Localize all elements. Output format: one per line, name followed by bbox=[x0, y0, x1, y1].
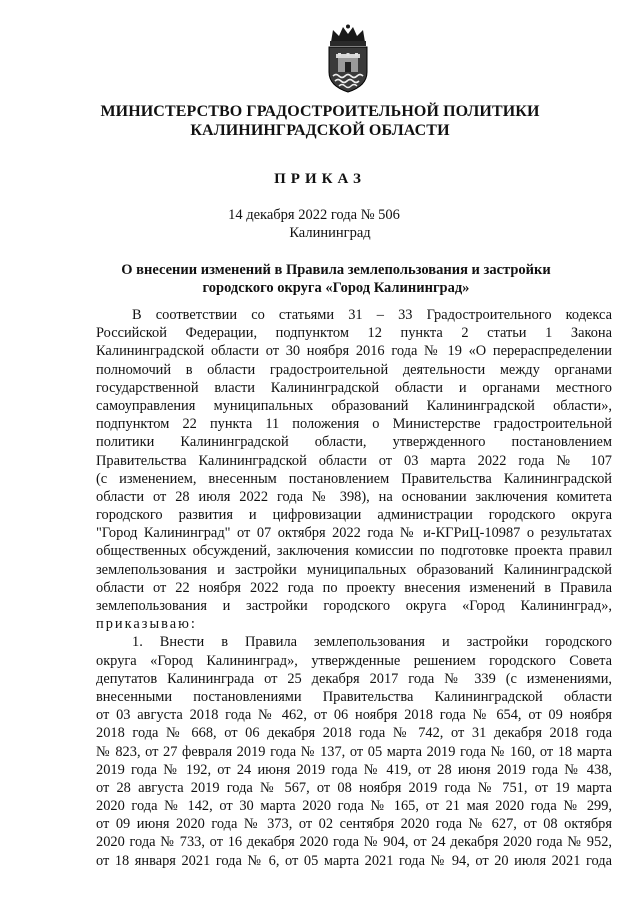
body-line-resolution: приказываю: bbox=[96, 616, 197, 633]
body-line: внесенными постановлениями Правительства Калининградской области bbox=[96, 688, 612, 705]
body-line: депутатов Калининграда от 25 декабря 2017 года № 339 (с изменениями, bbox=[96, 670, 612, 687]
ministry-name-line1: МИНИСТЕРСТВО ГРАДОСТРОИТЕЛЬНОЙ ПОЛИТИКИ bbox=[100, 103, 540, 120]
body-line: № 823, от 27 февраля 2019 года № 137, от 05 марта 2019 года № 160, от 18 марта bbox=[96, 743, 612, 760]
body-line: В соответствии со статьями 31 – 33 Градостроительного кодекса bbox=[132, 307, 612, 323]
coat-of-arms-emblem bbox=[323, 24, 373, 94]
body-line: государственной власти Калининградской области и органами местного bbox=[96, 379, 612, 396]
order-title-line2: городского округа «Город Калининград» bbox=[202, 280, 470, 296]
body-line: области от 28 июля 2022 года № 398), на основании заключения комитета bbox=[96, 488, 612, 505]
order-title-line1: О внесении изменений в Правила землепользования и застройки bbox=[121, 262, 551, 278]
body-line: от 18 января 2021 года № 6, от 05 марта 2021 года № 94, от 20 июля 2021 года bbox=[96, 852, 612, 869]
body-line: 2020 года № 733, от 16 декабря 2020 года № 904, от 24 декабря 2020 года № 952, bbox=[96, 834, 612, 851]
body-line: от 03 августа 2018 года № 462, от 06 ноября 2018 года № 654, от 09 ноября bbox=[96, 707, 612, 724]
ministry-name-line2: КАЛИНИНГРАДСКОЙ ОБЛАСТИ bbox=[190, 122, 450, 139]
body-line: политики Калининградской области, утвержденного постановлением bbox=[96, 434, 612, 451]
order-heading: ПРИКАЗ bbox=[274, 171, 366, 187]
body-line: от 09 июня 2020 года № 373, от 02 сентября 2020 года № 627, от 08 октября bbox=[96, 816, 612, 833]
body-line: Правительства Калининградской области от 03 марта 2022 года № 107 bbox=[96, 452, 612, 469]
body-line: (с изменением, внесенным постановлением Правительства Калининградской bbox=[96, 470, 612, 487]
body-line: общественных обсуждений, заключения комиссии по подготовке проекта правил bbox=[96, 543, 612, 560]
body-line: подпунктом 22 пункта 11 положения о Министерстве градостроительной bbox=[96, 416, 612, 433]
body-line: 1. Внести в Правила землепользования и застройки городского bbox=[132, 634, 612, 651]
body-line: 2018 года № 668, от 06 декабря 2018 года № 742, от 31 декабря 2018 года bbox=[96, 725, 612, 742]
body-line: от 28 августа 2019 года № 567, от 08 ноября 2019 года № 751, от 19 марта bbox=[96, 779, 612, 796]
body-line: 2019 года № 192, от 24 июня 2019 года № 419, от 28 июня 2019 года № 438, bbox=[96, 761, 612, 778]
body-line: землепользования и застройки муниципальных образований Калининградской bbox=[96, 561, 612, 578]
order-date-number: 14 декабря 2022 года № 506 bbox=[228, 207, 400, 223]
body-line: землепользования и застройки городского округа «Город Калининград», bbox=[96, 598, 612, 614]
body-line: Калининградской области от 30 ноября 2016 года № 19 «О перераспределении bbox=[96, 343, 612, 360]
order-city: Калининград bbox=[289, 225, 371, 241]
body-line: самоуправления муниципальных образований Калининградской области», bbox=[96, 397, 612, 414]
order-body bbox=[96, 306, 612, 870]
body-line: "Город Калининград" от 07 октября 2022 года № и-КГРиЦ-10987 о результатах bbox=[96, 525, 612, 542]
body-line: области от 22 ноября 2022 года по проекту внесения изменений в Правила bbox=[96, 579, 612, 596]
body-line: 2020 года № 142, от 30 марта 2020 года № 165, от 21 мая 2020 года № 299, bbox=[96, 798, 612, 815]
body-line: полномочий в области градостроительной деятельности между органами bbox=[96, 361, 612, 378]
body-line: Российской Федерации, подпунктом 12 пункта 2 статьи 1 Закона bbox=[96, 325, 612, 342]
body-line: округа «Город Калининград», утвержденные решением городского Совета bbox=[96, 652, 612, 669]
body-line: городского развития и цифровизации администрации городского округа bbox=[96, 507, 612, 524]
